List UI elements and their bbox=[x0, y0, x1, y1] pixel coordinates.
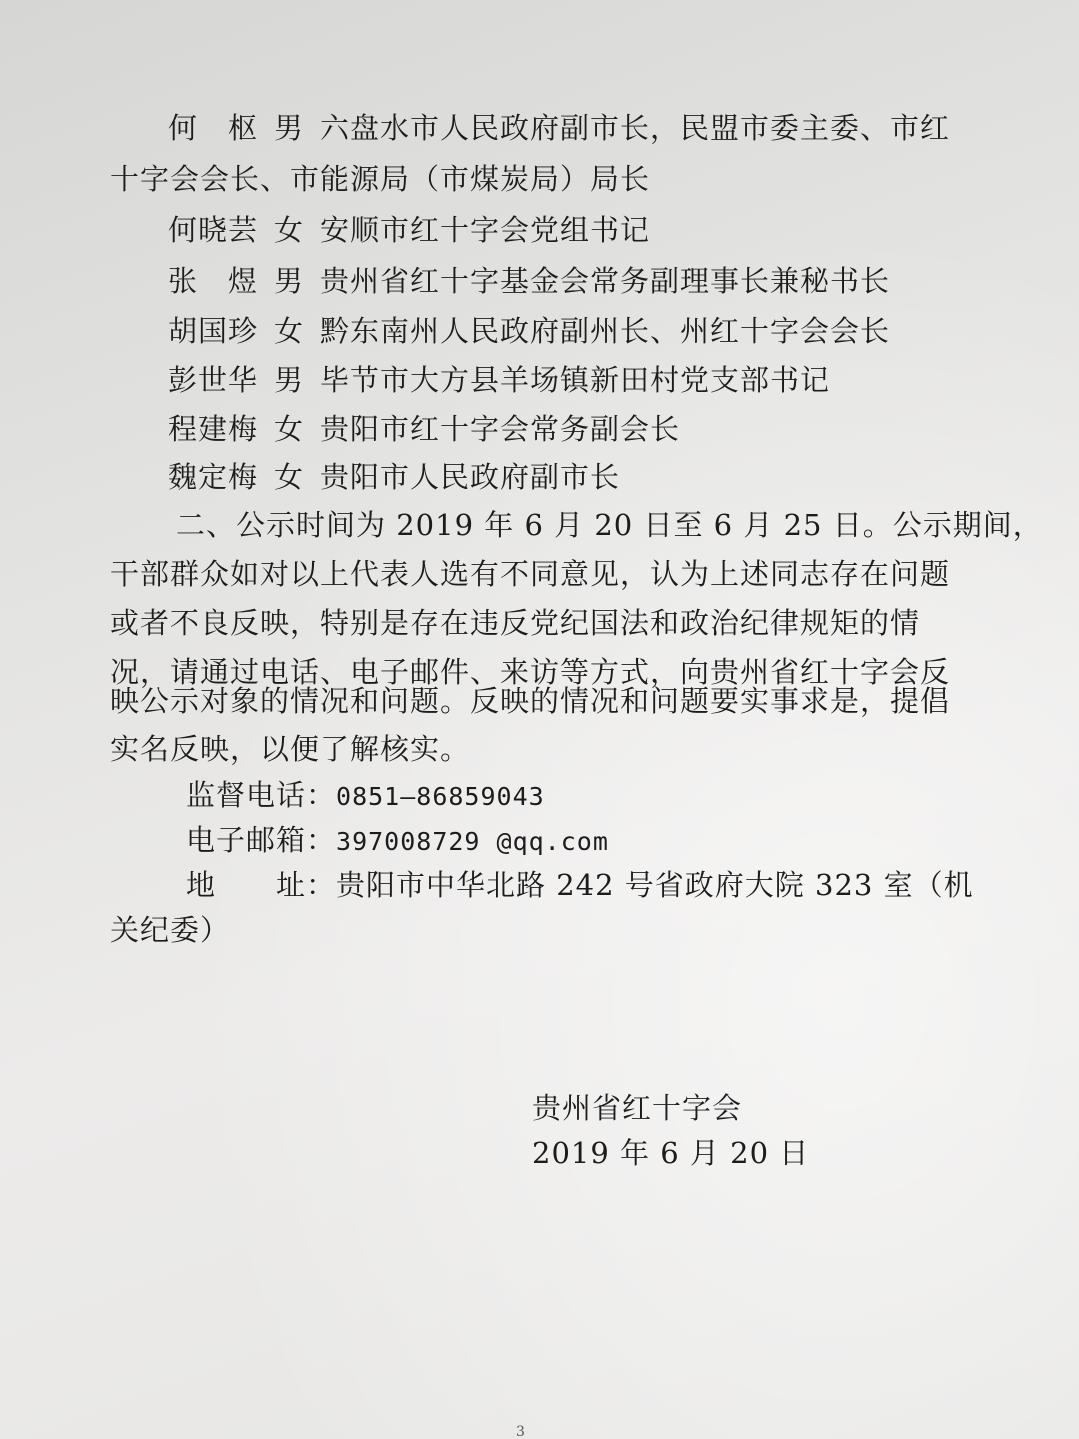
member-duty: 毕节市大方县羊场镇新田村党支部书记 bbox=[320, 363, 831, 397]
notice-line: 映公示对象的情况和问题。反映的情况和问题要实事求是，提倡 bbox=[110, 684, 951, 718]
member-name: 张 煜 bbox=[168, 264, 259, 298]
member-row bbox=[168, 459, 620, 495]
page-number: 3 bbox=[516, 1424, 525, 1439]
member-duty: 黔东南州人民政府副州长、州红十字会会长 bbox=[320, 314, 891, 348]
email-address: 397008729 @qq.com bbox=[336, 827, 609, 856]
issue-date: 2019 年 6 月 20 日 bbox=[532, 1136, 810, 1170]
member-name: 胡国珍 bbox=[168, 314, 259, 348]
member-duty: 贵州省红十字基金会常务副理事长兼秘书长 bbox=[320, 264, 891, 298]
member-row bbox=[168, 110, 950, 146]
member-name: 何 枢 bbox=[168, 111, 259, 145]
email-label: 电子邮箱： bbox=[186, 823, 337, 857]
member-gender: 男 bbox=[274, 363, 305, 397]
email-row bbox=[186, 822, 609, 860]
member-duty: 六盘水市人民政府副市长，民盟市委主委、市红 bbox=[320, 111, 951, 145]
notice-line: 干部群众如对以上代表人选有不同意见，认为上述同志存在问题 bbox=[110, 557, 951, 591]
issuing-organization: 贵州省红十字会 bbox=[532, 1091, 743, 1125]
address-text: 贵阳市中华北路 242 号省政府大院 323 室（机 bbox=[336, 868, 974, 902]
member-row bbox=[168, 362, 830, 398]
member-name: 魏定梅 bbox=[168, 460, 259, 494]
member-row bbox=[168, 212, 650, 248]
member-name: 何晓芸 bbox=[168, 213, 259, 247]
member-duty-continued: 十字会会长、市能源局（市煤炭局）局长 bbox=[110, 162, 651, 196]
phone-number: 0851—86859043 bbox=[336, 782, 545, 811]
notice-line: 二、公示时间为 2019 年 6 月 20 日至 6 月 25 日。公示期间， bbox=[176, 508, 1043, 542]
notice-line: 实名反映，以便了解核实。 bbox=[110, 732, 471, 766]
address-row bbox=[186, 867, 974, 903]
notice-line: 或者不良反映，特别是存在违反党纪国法和政治纪律规矩的情 bbox=[110, 606, 921, 640]
member-gender: 女 bbox=[274, 412, 305, 446]
member-row bbox=[168, 411, 680, 447]
member-row bbox=[168, 263, 890, 299]
member-gender: 女 bbox=[274, 213, 305, 247]
member-name: 彭世华 bbox=[168, 363, 259, 397]
notice-line: 况，请通过电话、电子邮件、来访等方式，向贵州省红十字会反 bbox=[110, 655, 951, 689]
member-gender: 男 bbox=[274, 264, 305, 298]
address-continued: 关纪委） bbox=[110, 913, 231, 947]
phone-label: 监督电话： bbox=[186, 778, 337, 812]
address-label: 地 址： bbox=[186, 868, 337, 902]
phone-row bbox=[186, 777, 545, 815]
member-duty: 贵阳市红十字会常务副会长 bbox=[320, 412, 681, 446]
member-row bbox=[168, 313, 890, 349]
member-duty: 安顺市红十字会党组书记 bbox=[320, 213, 651, 247]
member-gender: 男 bbox=[274, 111, 305, 145]
member-duty: 贵阳市人民政府副市长 bbox=[320, 460, 621, 494]
member-gender: 女 bbox=[274, 314, 305, 348]
member-gender: 女 bbox=[274, 460, 305, 494]
member-name: 程建梅 bbox=[168, 412, 259, 446]
